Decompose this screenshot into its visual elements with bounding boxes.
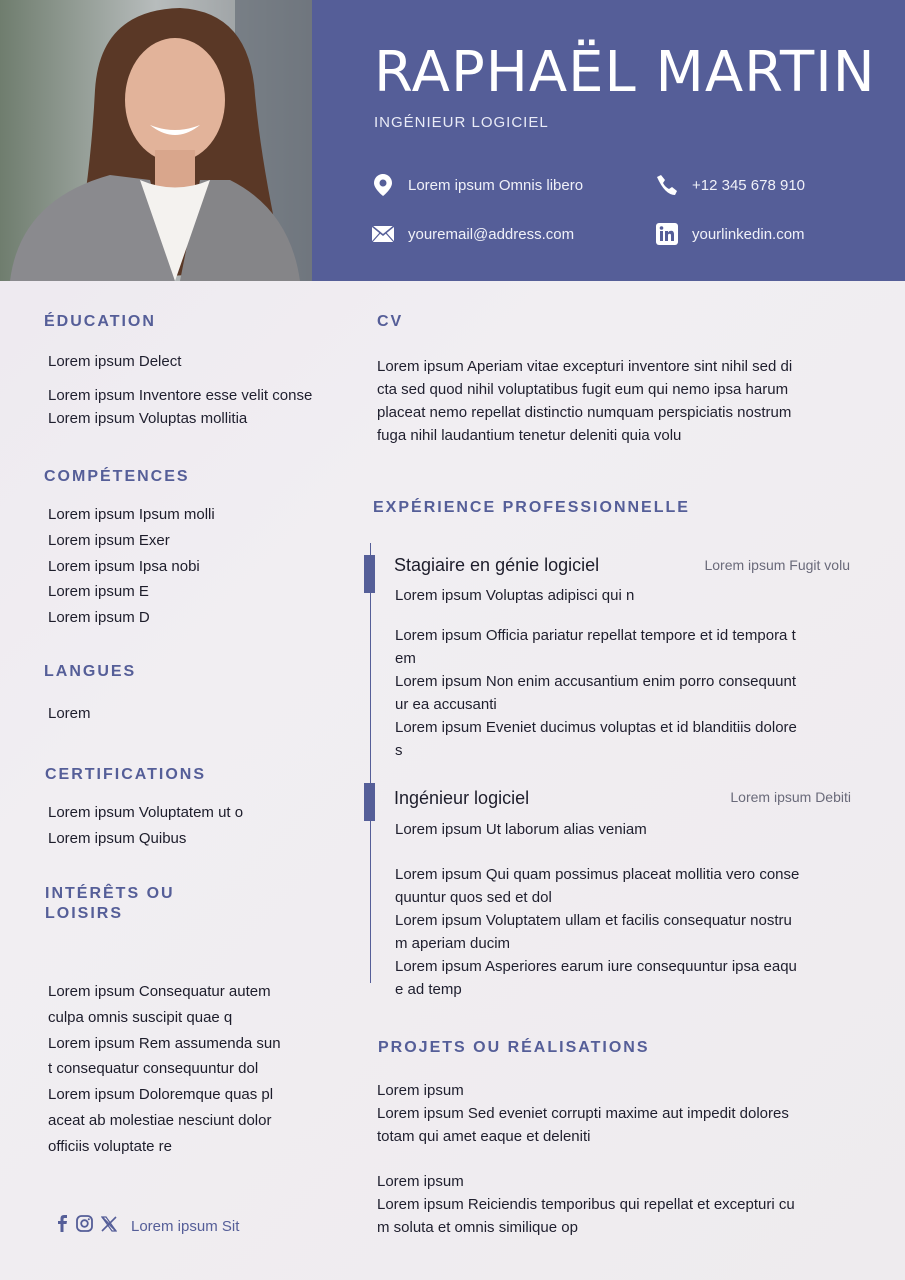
projects-heading: PROJETS OU RÉALISATIONS (378, 1039, 650, 1056)
header-banner (312, 0, 905, 281)
job-company-1: Lorem ipsum Voluptas adipisci qui n (395, 587, 635, 604)
languages-heading: LANGUES (44, 663, 137, 680)
certifications-list (48, 800, 243, 852)
timeline-marker (364, 555, 375, 593)
skill-item: Lorem ipsum Exer (48, 531, 170, 549)
interests-line: aceat ab molestiae nesciunt dolor (48, 1111, 272, 1129)
contact-email: youremail@address.com (372, 223, 574, 245)
education-item: Lorem ipsum Inventore esse velit conse (48, 387, 313, 404)
skill-item: Lorem ipsum Ipsa nobi (48, 557, 200, 575)
social-links (56, 1215, 239, 1237)
interests-text (48, 979, 281, 1160)
location-pin-icon (372, 174, 394, 196)
skill-item: Lorem ipsum D (48, 609, 150, 627)
envelope-icon (372, 223, 394, 245)
cv-heading: CV (377, 313, 404, 330)
skill-item: Lorem ipsum Ipsum molli (48, 506, 215, 523)
job-title-1: Stagiaire en génie logiciel (394, 555, 600, 575)
job-company-2: Lorem ipsum Ut laborum alias veniam (395, 821, 647, 838)
facebook-icon[interactable] (56, 1215, 68, 1237)
contact-linkedin: yourlinkedin.com (656, 223, 805, 245)
timeline-marker (364, 783, 375, 821)
social-handle: Lorem ipsum Sit (131, 1217, 240, 1235)
experience-heading: EXPÉRIENCE PROFESSIONNELLE (373, 499, 690, 516)
job-date-2: Lorem ipsum Debiti (730, 789, 851, 805)
skills-list (48, 502, 215, 631)
project-item-2: Lorem ipsum Lorem ipsum Reiciendis temporibus qui repellat et excepturi cu m soluta et omnis similique op (377, 1173, 795, 1236)
language-item: Lorem (48, 705, 91, 722)
education-item: Lorem ipsum Voluptas mollitia (48, 410, 248, 427)
profile-photo (0, 0, 312, 281)
certification-item: Lorem ipsum Quibus (48, 829, 187, 847)
interests-line: t consequatur consequuntur dol (48, 1060, 259, 1078)
instagram-icon[interactable] (76, 1215, 93, 1237)
job-description-2: Lorem ipsum Qui quam possimus placeat mollitia vero conse quuntur quos sed et dol Lorem ipsum Voluptatem ullam et facilis consequatur nostru m aperiam ducim Lorem ipsum Asperiores earum iure consequuntur ipsa eaqu e ad temp (395, 866, 800, 998)
timeline-line (370, 543, 371, 983)
interests-line: officiis voluptate re (48, 1137, 172, 1155)
interests-line: Lorem ipsum Consequatur autem (48, 983, 271, 1000)
interests-line: culpa omnis suscipit quae q (48, 1008, 233, 1026)
x-icon[interactable] (101, 1216, 117, 1237)
certifications-heading: CERTIFICATIONS (45, 766, 207, 783)
job-description-1: Lorem ipsum Officia pariatur repellat tempore et id tempora t em Lorem ipsum Non enim accusantium enim porro consequunt ur ea accusanti Lorem ipsum Eveniet ducimus voluptas et id blanditiis dolore s (395, 627, 797, 759)
cv-summary: Lorem ipsum Aperiam vitae excepturi inventore sint nihil sed di cta sed quod nihil voluptatibus fugit eum qui nemo ipsa harum placeat nemo repellat distinctio numquam perspiciatis nostrum fuga nihil laudantium tenetur deleniti quia volu (377, 358, 793, 444)
job-title: INGÉNIEUR LOGICIEL (374, 114, 549, 131)
skill-item: Lorem ipsum E (48, 583, 149, 601)
education-item: Lorem ipsum Delect (48, 353, 182, 370)
contact-phone: +12 345 678 910 (656, 174, 805, 196)
phone-icon (656, 174, 678, 196)
interests-heading: INTÉRÊTS OU LOISIRS (45, 885, 175, 922)
contact-address: Lorem ipsum Omnis libero (372, 174, 583, 196)
job-date-1: Lorem ipsum Fugit volu (704, 557, 850, 573)
education-heading: ÉDUCATION (44, 313, 156, 330)
linkedin-icon (656, 223, 678, 245)
candidate-name: RAPHAËL MARTIN (374, 40, 876, 105)
skills-heading: COMPÉTENCES (44, 468, 190, 485)
interests-line: Lorem ipsum Rem assumenda sun (48, 1034, 281, 1052)
interests-line: Lorem ipsum Doloremque quas pl (48, 1086, 274, 1104)
project-item-1: Lorem ipsum Lorem ipsum Sed eveniet corrupti maxime aut impedit dolores totam qui amet eaque et deleniti (377, 1082, 789, 1145)
job-title-2: Ingénieur logiciel (394, 788, 530, 808)
certification-item: Lorem ipsum Voluptatem ut o (48, 804, 244, 821)
